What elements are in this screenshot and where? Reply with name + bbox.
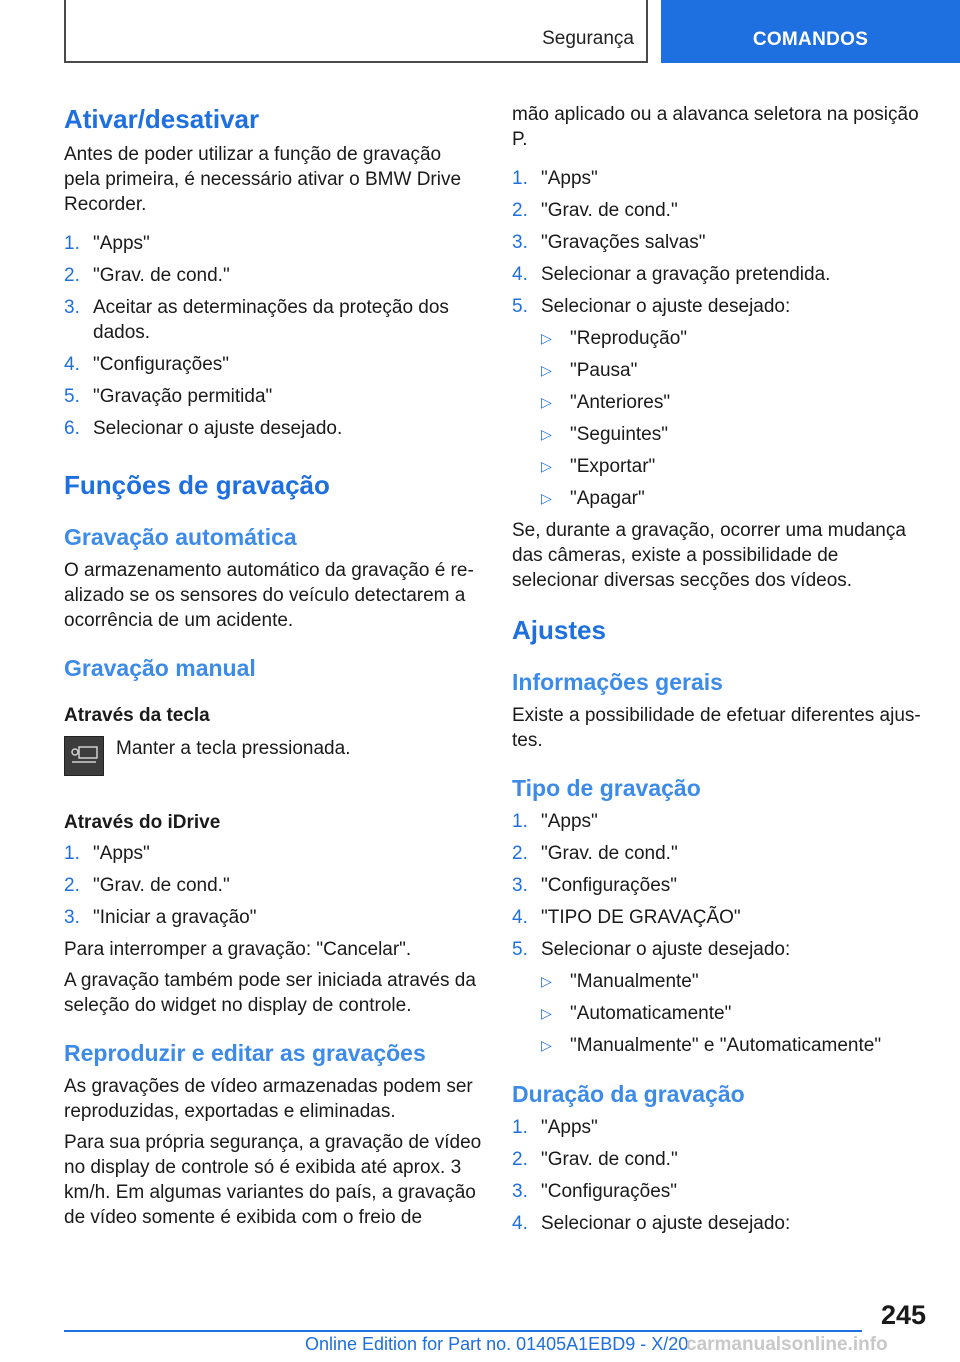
paragraph-key: Manter a tecla pressionada. bbox=[116, 738, 351, 759]
paragraph-widget: A gravação também pode ser iniciada através da seleção do widget no display de controle. bbox=[64, 970, 476, 1016]
header-section-title: Segurança bbox=[542, 28, 634, 49]
list-item-text: "TIPO DE GRAVAÇÃO" bbox=[541, 907, 741, 928]
list-item bbox=[512, 198, 930, 223]
list-item-text: "Gravação permitida" bbox=[93, 386, 273, 407]
paragraph-play2: Para sua própria segurança, a gravação de vídeo no display de controle só é exibida até aprox. 3 km/h. Em algumas variantes do país, a gravação de vídeo somente é exibida com o freio de bbox=[64, 1132, 482, 1228]
list-item-text: "Apps" bbox=[541, 168, 598, 189]
list-duration bbox=[512, 1115, 930, 1236]
list-item-text: "Configurações" bbox=[541, 1181, 678, 1202]
triangle-bullet-icon: ▷ bbox=[541, 973, 552, 989]
heading-play: Reproduzir e editar as gravações bbox=[64, 1040, 426, 1066]
left-column bbox=[64, 102, 482, 1230]
heading-settings: Ajustes bbox=[512, 615, 606, 645]
list-item bbox=[512, 1211, 930, 1236]
list-item bbox=[512, 1179, 930, 1204]
list-play bbox=[512, 166, 930, 319]
list-item-number: 2. bbox=[512, 843, 528, 864]
list-type bbox=[512, 809, 930, 962]
list-item-text: "Configurações" bbox=[541, 875, 678, 896]
triangle-bullet-icon: ▷ bbox=[541, 1037, 552, 1053]
list-item bbox=[512, 809, 930, 834]
list-item bbox=[512, 294, 930, 319]
triangle-bullet-icon: ▷ bbox=[541, 426, 552, 442]
list-item-number: 1. bbox=[512, 1117, 528, 1138]
sublist-item-text: "Reprodução" bbox=[570, 328, 688, 349]
list-item bbox=[64, 905, 482, 930]
triangle-bullet-icon: ▷ bbox=[541, 458, 552, 474]
list-item-text: "Grav. de cond." bbox=[93, 875, 230, 896]
heading-auto: Gravação automática bbox=[64, 524, 297, 550]
list-item bbox=[512, 841, 930, 866]
paragraph-activate: Antes de poder utilizar a função de gravação pela primeira, é necessário ativar o BMW Drive Recorder. bbox=[64, 144, 462, 215]
list-item-text: Selecionar a gravação pretendida. bbox=[541, 264, 831, 285]
header-section-box bbox=[64, 0, 648, 63]
sublist-item-text: "Exportar" bbox=[570, 456, 656, 477]
heading-idrive: Através do iDrive bbox=[64, 812, 221, 833]
sublist-item bbox=[541, 969, 930, 994]
sublist-type bbox=[512, 969, 930, 1058]
paragraph-play1: As gravações de vídeo armazenadas podem ser reproduzidas, exportadas e eliminadas. bbox=[64, 1076, 473, 1122]
list-item bbox=[64, 384, 482, 409]
list-item-text: "Configurações" bbox=[93, 354, 230, 375]
list-item-text: "Apps" bbox=[541, 1117, 598, 1138]
sublist-item-text: "Seguintes" bbox=[570, 424, 668, 445]
heading-key: Através da tecla bbox=[64, 705, 210, 726]
sublist-item bbox=[541, 390, 930, 415]
list-item-text: "Grav. de cond." bbox=[541, 843, 678, 864]
list-item bbox=[64, 416, 482, 441]
list-item-number: 1. bbox=[512, 811, 528, 832]
list-item-text: Selecionar o ajuste desejado. bbox=[93, 418, 343, 439]
page-number: 245 bbox=[880, 1300, 926, 1330]
list-item bbox=[512, 873, 930, 898]
list-item-number: 3. bbox=[512, 232, 528, 253]
list-item-text: Selecionar o ajuste desejado: bbox=[541, 939, 791, 960]
list-item-number: 6. bbox=[64, 418, 80, 439]
drive-recorder-key-icon bbox=[64, 736, 104, 776]
list-idrive bbox=[64, 841, 482, 930]
list-item-number: 2. bbox=[64, 265, 80, 286]
sublist-item-text: "Automaticamente" bbox=[570, 1003, 732, 1024]
list-item bbox=[64, 295, 482, 345]
list-item-text: "Apps" bbox=[541, 811, 598, 832]
list-item-number: 2. bbox=[512, 1149, 528, 1170]
list-item-number: 2. bbox=[512, 200, 528, 221]
list-item-number: 5. bbox=[512, 939, 528, 960]
paragraph-cancel: Para interromper a gravação: "Cancelar". bbox=[64, 939, 412, 960]
footer-rule bbox=[64, 1330, 862, 1332]
list-item-text: Selecionar o ajuste desejado: bbox=[541, 296, 791, 317]
list-item-text: Selecionar o ajuste desejado: bbox=[541, 1213, 791, 1234]
list-item bbox=[64, 841, 482, 866]
list-item bbox=[512, 905, 930, 930]
right-column bbox=[512, 102, 930, 1243]
list-item bbox=[512, 1115, 930, 1140]
sublist-item bbox=[541, 326, 930, 351]
list-item-text: "Grav. de cond." bbox=[93, 265, 230, 286]
list-item-text: "Iniciar a gravação" bbox=[93, 907, 257, 928]
list-item-text: "Apps" bbox=[93, 843, 150, 864]
list-item-text: "Gravações salvas" bbox=[541, 232, 706, 253]
triangle-bullet-icon: ▷ bbox=[541, 394, 552, 410]
list-item bbox=[64, 873, 482, 898]
sublist-item bbox=[541, 486, 930, 511]
list-item-number: 3. bbox=[64, 297, 80, 318]
list-item bbox=[512, 937, 930, 962]
list-item bbox=[64, 231, 482, 256]
list-item bbox=[512, 262, 930, 287]
list-item bbox=[512, 230, 930, 255]
heading-duration: Duração da gravação bbox=[512, 1081, 745, 1107]
list-item bbox=[512, 166, 930, 191]
header-chapter-label: COMANDOS bbox=[752, 29, 869, 50]
list-item-number: 4. bbox=[64, 354, 80, 375]
triangle-bullet-icon: ▷ bbox=[541, 330, 552, 346]
list-item-number: 1. bbox=[512, 168, 528, 189]
sublist-item bbox=[541, 422, 930, 447]
list-activate bbox=[64, 231, 482, 441]
sublist-item-text: "Apagar" bbox=[570, 488, 645, 509]
paragraph-continued: mão aplicado ou a alavanca seletora na posição P. bbox=[512, 104, 919, 150]
list-item-number: 4. bbox=[512, 1213, 528, 1234]
list-item-text: "Grav. de cond." bbox=[541, 1149, 678, 1170]
triangle-bullet-icon: ▷ bbox=[541, 1005, 552, 1021]
list-item bbox=[64, 352, 482, 377]
heading-functions: Funções de gravação bbox=[64, 470, 330, 500]
list-item-number: 4. bbox=[512, 264, 528, 285]
heading-manual: Gravação manual bbox=[64, 655, 256, 681]
sublist-item-text: "Manualmente" bbox=[570, 971, 699, 992]
paragraph-cameras: Se, durante a gravação, ocorrer uma mudança das câmeras, existe a possibilidade de selecionar diversas secções dos vídeos. bbox=[512, 520, 906, 591]
list-item-text: "Grav. de cond." bbox=[541, 200, 678, 221]
sublist-item bbox=[541, 1001, 930, 1026]
list-item bbox=[64, 263, 482, 288]
list-item-text: Aceitar as determinações da proteção dos dados. bbox=[93, 297, 449, 343]
list-item-number: 1. bbox=[64, 843, 80, 864]
paragraph-general: Existe a possibilidade de efetuar diferentes ajustes. bbox=[512, 705, 921, 751]
sublist-play bbox=[512, 326, 930, 511]
sublist-item-text: "Pausa" bbox=[570, 360, 638, 381]
sublist-item bbox=[541, 1033, 930, 1058]
list-item-number: 5. bbox=[64, 386, 80, 407]
watermark-logo: carmanualsonline.info bbox=[686, 1334, 888, 1355]
list-item-number: 4. bbox=[512, 907, 528, 928]
triangle-bullet-icon: ▷ bbox=[541, 490, 552, 506]
list-item-number: 3. bbox=[64, 907, 80, 928]
list-item-text: "Apps" bbox=[93, 233, 150, 254]
triangle-bullet-icon: ▷ bbox=[541, 362, 552, 378]
list-item-number: 5. bbox=[512, 296, 528, 317]
sublist-item-text: "Manualmente" e "Automaticamente" bbox=[570, 1035, 882, 1056]
heading-activate: Ativar/desativar bbox=[64, 104, 260, 134]
paragraph-auto: O armazenamento automático da gravação é realizado se os sensores do veículo detectarem a ocorrência de um acidente. bbox=[64, 560, 474, 631]
list-item-number: 1. bbox=[64, 233, 80, 254]
list-item-number: 2. bbox=[64, 875, 80, 896]
heading-general: Informações gerais bbox=[512, 669, 723, 695]
list-item bbox=[512, 1147, 930, 1172]
sublist-item bbox=[541, 454, 930, 479]
sublist-item-text: "Anteriores" bbox=[570, 392, 671, 413]
list-item-number: 3. bbox=[512, 1181, 528, 1202]
sublist-item bbox=[541, 358, 930, 383]
list-item-number: 3. bbox=[512, 875, 528, 896]
key-instruction bbox=[64, 736, 482, 776]
footer-edition: Online Edition for Part no. 01405A1EBD9 - X/20 bbox=[305, 1334, 689, 1354]
heading-type: Tipo de gravação bbox=[512, 775, 701, 801]
header-chapter-tab bbox=[661, 0, 960, 63]
